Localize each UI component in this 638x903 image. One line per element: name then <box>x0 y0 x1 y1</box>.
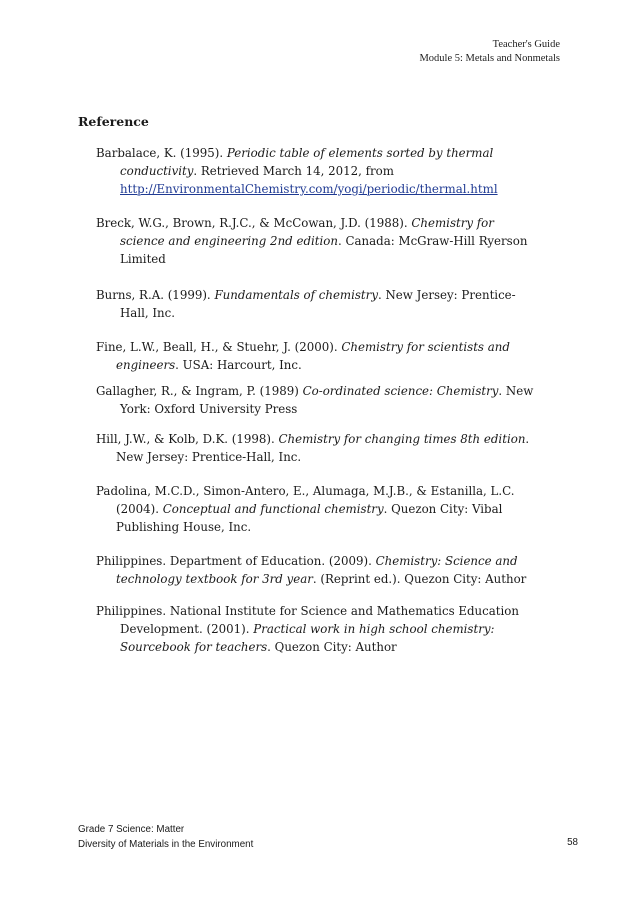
reference-item <box>96 144 566 198</box>
footer-unit: Diversity of Materials in the Environment <box>78 839 254 850</box>
ref-publisher: . Quezon City: Vibal <box>383 502 503 516</box>
reference-item <box>96 482 566 536</box>
ref-title-cont: science and engineering 2nd edition <box>120 234 338 248</box>
page-header <box>419 38 560 66</box>
header-module-title: Module 5: Metals and Nonmetals <box>419 53 560 64</box>
ref-title-cont: engineers <box>116 358 176 372</box>
section-title: Reference <box>78 114 149 129</box>
ref-author: Padolina, M.C.D., Simon-Antero, E., Alumaga, M.J.B., & Estanilla, L.C. <box>96 484 515 498</box>
ref-publisher: . Canada: McGraw-Hill Ryerson <box>337 234 528 248</box>
ref-publisher-cont: Limited <box>120 252 166 266</box>
ref-publisher: . New <box>498 384 534 398</box>
ref-title: Chemistry: Science and <box>375 554 518 568</box>
ref-author: Breck, W.G., Brown, R.J.C., & McCowan, J.D. (1988). <box>96 216 412 230</box>
ref-publisher: . <box>525 432 530 446</box>
ref-year: Development. (2001). <box>120 622 254 636</box>
ref-url-link[interactable]: http://EnvironmentalChemistry.com/yogi/periodic/thermal.html <box>120 182 498 196</box>
ref-author: Burns, R.A. (1999). <box>96 288 215 302</box>
ref-publisher-cont: York: Oxford University Press <box>120 402 298 416</box>
reference-item <box>96 214 566 268</box>
ref-title-cont: technology textbook for 3rd year <box>116 572 313 586</box>
ref-author: Hill, J.W., & Kolb, D.K. (1998). <box>96 432 279 446</box>
page-number: 58 <box>567 837 578 848</box>
header-guide-title: Teacher's Guide <box>492 39 560 50</box>
ref-publisher: . Quezon City: Author <box>267 640 397 654</box>
reference-item <box>96 382 566 418</box>
reference-item <box>96 430 566 466</box>
ref-publisher: . New Jersey: Prentice- <box>377 288 516 302</box>
ref-publisher: . Retrieved March 14, 2012, from <box>193 164 394 178</box>
ref-publisher: . (Reprint ed.). Quezon City: Author <box>312 572 527 586</box>
ref-publisher-cont: Publishing House, Inc. <box>116 520 252 534</box>
reference-item <box>96 602 566 656</box>
reference-item <box>96 552 566 588</box>
reference-item <box>96 338 566 374</box>
ref-title: Co-ordinated science: Chemistry <box>302 384 499 398</box>
ref-author: Fine, L.W., Beall, H., & Stuehr, J. (2000). <box>96 340 342 354</box>
ref-title: Chemistry for <box>411 216 494 230</box>
ref-publisher-cont: New Jersey: Prentice-Hall, Inc. <box>116 450 302 464</box>
ref-publisher-cont: Hall, Inc. <box>120 306 175 320</box>
ref-author: Gallagher, R., & Ingram, P. (1989) <box>96 384 303 398</box>
ref-year: (2004). <box>116 502 163 516</box>
ref-title: Conceptual and functional chemistry <box>162 502 384 516</box>
ref-title: Chemistry for scientists and <box>341 340 510 354</box>
reference-item <box>96 286 566 322</box>
page-footer <box>78 822 253 852</box>
ref-title-cont: Sourcebook for teachers <box>120 640 268 654</box>
ref-author: Philippines. Department of Education. (2009). <box>96 554 376 568</box>
ref-title: Periodic table of elements sorted by thermal <box>226 146 494 160</box>
ref-title-cont: conductivity <box>120 164 194 178</box>
ref-author: Barbalace, K. (1995). <box>96 146 227 160</box>
ref-title: Practical work in high school chemistry: <box>253 622 495 636</box>
ref-author: Philippines. National Institute for Science and Mathematics Education <box>96 604 519 618</box>
footer-grade: Grade 7 Science: Matter <box>78 824 185 835</box>
ref-title: Chemistry for changing times 8th edition <box>278 432 526 446</box>
ref-publisher: . USA: Harcourt, Inc. <box>175 358 302 372</box>
ref-title: Fundamentals of chemistry <box>214 288 378 302</box>
